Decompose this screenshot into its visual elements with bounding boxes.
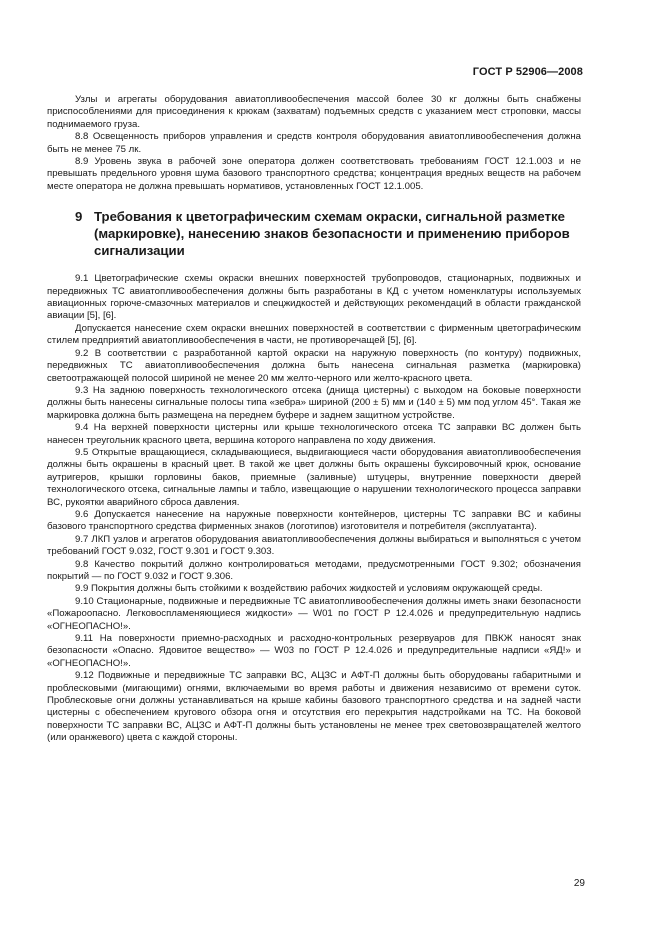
paragraph-9-6: 9.6 Допускается нанесение на наружные поверхности контейнеров, цистерны ТС заправки ВС и кабины базового транспортного средства фирменных знаков (логотипов) изготовителя и потребителя (эксплуатанта).: [47, 508, 581, 533]
paragraph-9-7: 9.7 ЛКП узлов и агрегатов оборудования авиатопливообеспечения должны выбираться и выполняться с учетом требований ГОСТ 9.032, ГОСТ 9.301 и ГОСТ 9.303.: [47, 533, 581, 558]
paragraph-8-8: 8.8 Освещенность приборов управления и средств контроля оборудования авиатопливообеспечения должна быть не менее 75 лк.: [47, 131, 581, 155]
paragraph-9-12: 9.12 Подвижные и передвижные ТС заправки ВС, АЦЗС и АФТ-П должны быть оборудованы габаритными и проблесковыми (мигающими) огнями, включаемыми во время работы и движения независимо от времени суток. Проблесковые огни должны устанавливаться на крыше кабины базового транспортного средства и на задней части цистерны с обеспечением кругового обзора огня и отсутствия его перекрытия надстройками на ТС. На боковой поверхности ТС заправки ВС, АЦЗС и АФТ-П должны быть установлены не менее трех световозвращателей желтого (или оранжевого) цвета с каждой стороны.: [47, 670, 581, 744]
paragraph-9-4: 9.4 На верхней поверхности цистерны или крыше технологического отсека ТС заправки ВС должен быть нанесен треугольник красного цвета, вершина которого направлена по ходу движения.: [47, 422, 581, 446]
paragraph-9-10: 9.10 Стационарные, подвижные и передвижные ТС авиатопливообеспечения должны иметь знаки безопасности «Пожароопасно. Легковоспламеняющиеся жидкости» — W01 по ГОСТ Р 12.4.026 и предупредительную надпись «ОГНЕОПАСНО!».: [47, 595, 581, 632]
paragraph-9-1-note: Допускается нанесение схем окраски внешних поверхностей в соответствии с фирменным цветографическим стилем предприятий авиатопливообеспечения в части, не противоречащей [5], [6].: [47, 322, 581, 347]
paragraph-9-8: 9.8 Качество покрытий должно контролироваться методами, предусмотренными ГОСТ 9.302; обозначения покрытий — по ГОСТ 9.032 и ГОСТ 9.306.: [47, 558, 581, 582]
section-title: Требования к цветографическим схемам окраски, сигнальной разметке (маркировке), нанесению знаков безопасности и применению приборов сигнализации: [94, 209, 570, 259]
standard-designation: ГОСТ Р 52906—2008: [472, 66, 583, 78]
paragraph-9-11: 9.11 На поверхности приемно-расходных и расходно-контрольных резервуаров для ПВКЖ наносят знак безопасности «Опасно. Ядовитое вещество» — W03 по ГОСТ Р 12.4.026 и предупредительные надписи «ЯД!» и «ОГНЕОПАСНО!».: [47, 633, 581, 669]
page-content: [47, 94, 581, 745]
page-number: 29: [573, 878, 585, 889]
paragraph-9-9: 9.9 Покрытия должны быть стойкими к воздействию рабочих жидкостей и условиям окружающей среды.: [75, 583, 543, 595]
paragraph-9-1: 9.1 Цветографические схемы окраски внешних поверхностей трубопроводов, стационарных, подвижных и передвижных ТС авиатопливообеспечения должны быть разработаны в КД с учетом номенклатуры используемых авиационных горюче-смазочных материалов и спецжидкостей и действующих рекомендаций в области гражданской авиации [5], [6].: [47, 273, 581, 322]
paragraph-9-2: 9.2 В соответствии с разработанной картой окраски на наружную поверхность (по контуру) подвижных, передвижных ТС авиатопливообеспечения должна быть нанесена сигнальная разметка (маркировка) светоотражающей полосой шириной не менее 20 мм желто-черного или желто-красного цвета.: [47, 347, 581, 384]
section-spacer: [47, 193, 581, 208]
paragraph-9-3: 9.3 На заднюю поверхность технологического отсека (днища цистерны) с выходом на боковые поверхности должны быть нанесены сигнальные полосы типа «зебра» шириной (200 ± 5) мм и (140 ± 5) мм под углом 45°. Такая же маркировка должна быть размещена на переднем буфере и заднем защитном устройстве.: [47, 384, 581, 421]
section-heading: [47, 208, 581, 259]
paragraph-9-5: 9.5 Открытые вращающиеся, складывающиеся, выдвигающиеся части оборудования авиатопливообеспечения должны быть окрашены в красный цвет. В такой же цвет должны быть окрашены буксировочный крюк, основание аутригеров, крышки горловины баков, приемные (заливные) штуцеры, внутренние поверхности дверей технологического отсека, сигнальные лампы и табло, извещающие о нарушении технологического процесса заправки ВС, рукоятки аварийного сброса давления.: [47, 446, 581, 508]
section-number: 9: [75, 209, 83, 225]
paragraph-8-9: 8.9 Уровень звука в рабочей зоне оператора должен соответствовать требованиям ГОСТ 12.1.003 и не превышать предельного уровня шума базового транспортного средства; концентрация вредных веществ на рабочем месте оператора не должна превышать нормативов, установленных ГОСТ 12.1.005.: [47, 156, 581, 192]
paragraph-lifting-attachments: Узлы и агрегаты оборудования авиатопливообеспечения массой более 30 кг должны быть снабжены приспособлениями для присоединения к крюкам (захватам) подъемных средств с указанием мест строповки, массы поднимаемого груза.: [47, 94, 581, 130]
